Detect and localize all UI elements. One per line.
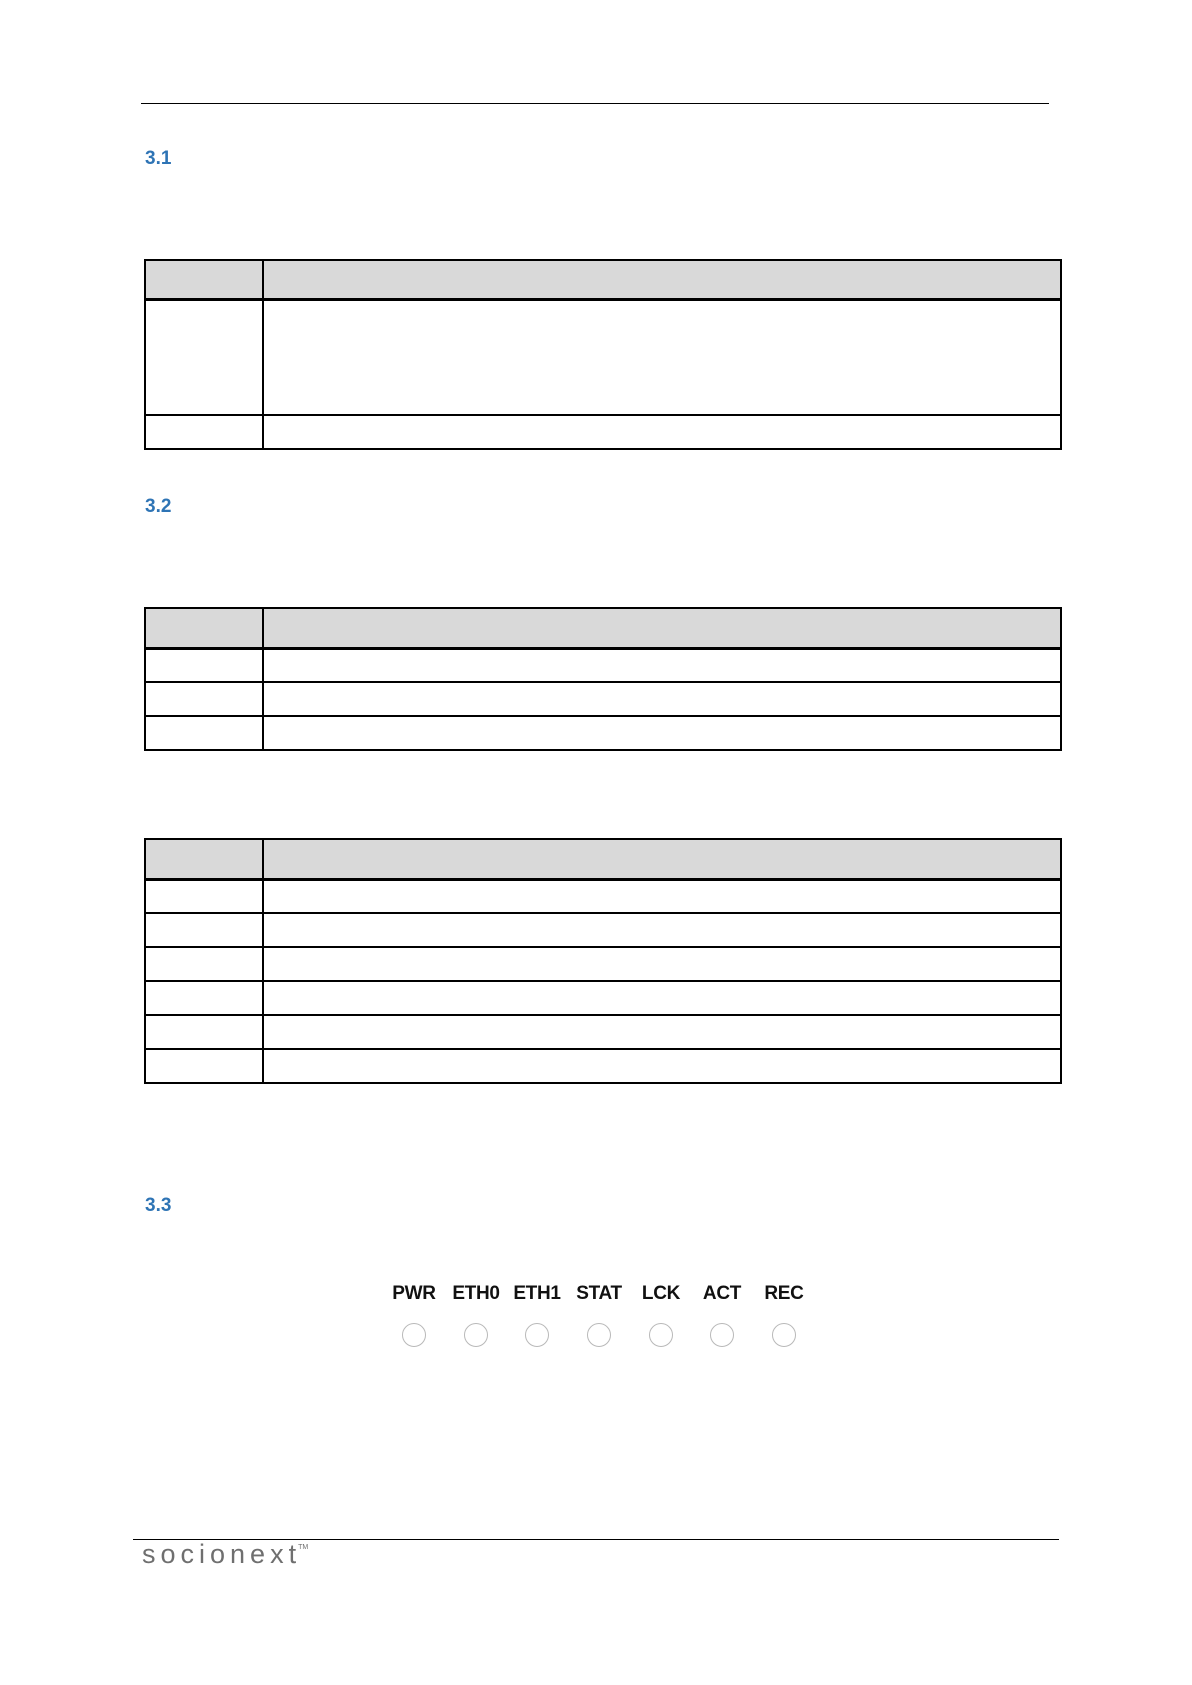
led-pwr (384, 1283, 444, 1347)
led-indicator-icon (525, 1323, 549, 1347)
table-row (145, 947, 1061, 981)
table-header-cell (145, 608, 263, 648)
table-3-2-a (144, 607, 1062, 751)
table-cell (145, 1015, 263, 1049)
section-3-1-number: 3.1 (145, 148, 172, 169)
table-cell (263, 879, 1061, 913)
led-label: ETH0 (452, 1283, 500, 1304)
table-cell (145, 716, 263, 750)
table-row (145, 1049, 1061, 1083)
led-label: LCK (641, 1283, 681, 1304)
table-cell (263, 682, 1061, 716)
table-cell (145, 981, 263, 1015)
table-cell (263, 981, 1061, 1015)
table-row (145, 648, 1061, 682)
table-row (145, 415, 1061, 449)
led-rec (754, 1283, 814, 1347)
led-indicator-icon (710, 1323, 734, 1347)
table-cell (263, 648, 1061, 682)
led-indicator-icon (772, 1323, 796, 1347)
table-row (145, 913, 1061, 947)
led-act (692, 1283, 752, 1347)
table-header-row (145, 839, 1061, 879)
socionext-logo (142, 1539, 308, 1573)
section-3-3-number: 3.3 (145, 1195, 172, 1216)
led-indicator-icon (464, 1323, 488, 1347)
logo-trademark: TM (298, 1544, 309, 1551)
table-cell (145, 415, 263, 449)
table-cell (263, 947, 1061, 981)
table-cell (263, 716, 1061, 750)
table-header-cell (145, 839, 263, 879)
led-stat (569, 1283, 629, 1347)
led-eth0 (446, 1283, 506, 1347)
table-cell (145, 682, 263, 716)
table-cell (145, 879, 263, 913)
table-3-1 (144, 259, 1062, 450)
table-3-2-b (144, 838, 1062, 1084)
led-indicator-icon (649, 1323, 673, 1347)
header-rule (141, 103, 1049, 104)
section-3-2-number: 3.2 (145, 496, 172, 517)
logo-text: socionext (142, 1539, 302, 1569)
led-label: ETH1 (513, 1283, 561, 1304)
led-indicator-icon (402, 1323, 426, 1347)
table-row (145, 682, 1061, 716)
table-header-cell (145, 260, 263, 299)
table-cell (263, 1015, 1061, 1049)
table-cell (263, 913, 1061, 947)
table-cell (145, 947, 263, 981)
table-header-cell (263, 260, 1061, 299)
led-label: ACT (702, 1283, 742, 1304)
table-header-cell (263, 608, 1061, 648)
table-cell (145, 299, 263, 415)
table-cell (145, 648, 263, 682)
table-row (145, 299, 1061, 415)
led-label: PWR (392, 1283, 436, 1304)
table-cell (263, 415, 1061, 449)
led-panel (384, 1283, 804, 1363)
table-header-row (145, 260, 1061, 299)
led-label: STAT (576, 1283, 622, 1304)
table-cell (145, 913, 263, 947)
table-header-row (145, 608, 1061, 648)
table-row (145, 716, 1061, 750)
table-header-cell (263, 839, 1061, 879)
table-cell (263, 1049, 1061, 1083)
led-eth1 (507, 1283, 567, 1347)
led-lck (631, 1283, 691, 1347)
led-indicator-icon (587, 1323, 611, 1347)
table-row (145, 981, 1061, 1015)
led-label: REC (764, 1283, 804, 1304)
table-cell (263, 299, 1061, 415)
table-row (145, 879, 1061, 913)
table-cell (145, 1049, 263, 1083)
table-row (145, 1015, 1061, 1049)
